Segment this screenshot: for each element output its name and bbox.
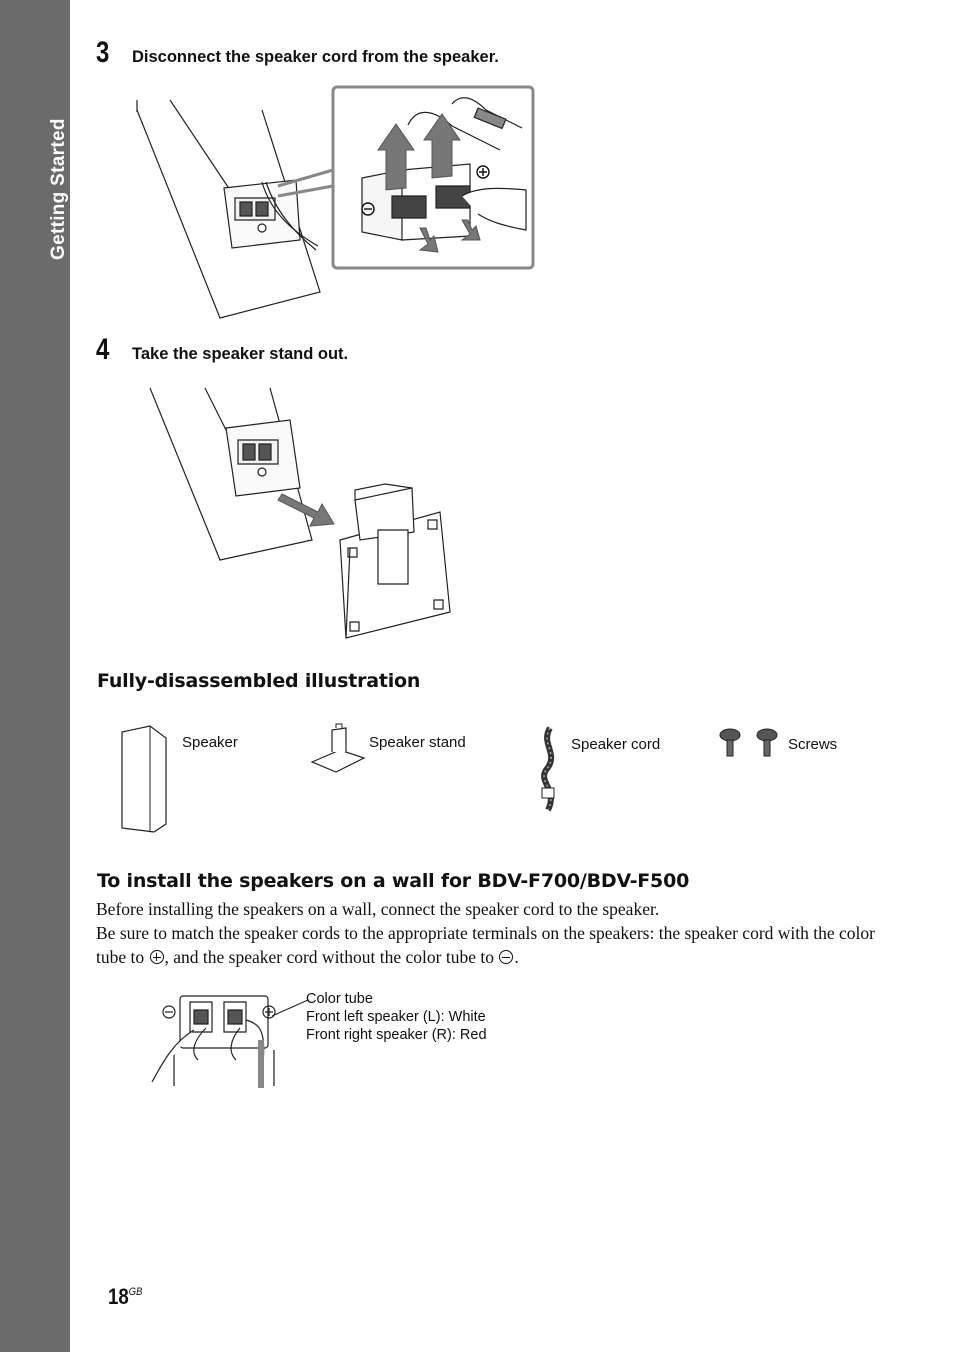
disassembled-heading: Fully-disassembled illustration: [97, 670, 421, 692]
step-3-number: 3: [96, 36, 110, 69]
speaker-cord-icon: [536, 724, 564, 816]
side-tab-label: Getting Started: [48, 118, 69, 260]
para-2-part-a: Be sure to match the speaker cords to the appropriate terminals on the speakers: the speaker cord with the color tube to: [96, 923, 875, 967]
wall-install-heading: To install the speakers on a wall for BDV-F700/BDV-F500: [97, 870, 690, 892]
minus-terminal-icon: [499, 950, 513, 964]
wall-install-para-2: [96, 921, 896, 969]
step-4-number: 4: [96, 333, 110, 366]
callout-line-2: Front left speaker (L): White: [306, 1009, 486, 1025]
part-label-speaker-stand: Speaker stand: [369, 734, 466, 751]
speaker-icon: [120, 724, 170, 834]
page-number: [108, 1284, 142, 1310]
step-4-text: Take the speaker stand out.: [132, 345, 349, 363]
wall-install-body: [96, 897, 896, 969]
page-number-suffix: GB: [128, 1286, 143, 1298]
callout-line-1: Color tube: [306, 991, 373, 1007]
step-3-text: Disconnect the speaker cord from the speaker.: [132, 48, 499, 66]
speaker-stand-icon: [310, 722, 366, 774]
callout-line-3: Front right speaker (R): Red: [306, 1027, 487, 1043]
color-tube-callout: [306, 990, 487, 1044]
screws-icon: [718, 728, 780, 758]
para-2-part-c: .: [514, 947, 519, 967]
part-label-screws: Screws: [788, 736, 838, 753]
wall-terminal-illustration: [150, 990, 300, 1090]
part-label-speaker-cord: Speaker cord: [571, 736, 661, 753]
wall-install-para-1: Before installing the speakers on a wall, connect the speaker cord to the speaker.: [96, 899, 660, 919]
step-4-illustration: [0, 0, 954, 660]
para-2-part-b: , and the speaker cord without the color tube to: [164, 947, 494, 967]
plus-terminal-icon: [150, 950, 164, 964]
part-label-speaker: Speaker: [182, 734, 238, 751]
page-number-value: 18: [108, 1284, 129, 1309]
